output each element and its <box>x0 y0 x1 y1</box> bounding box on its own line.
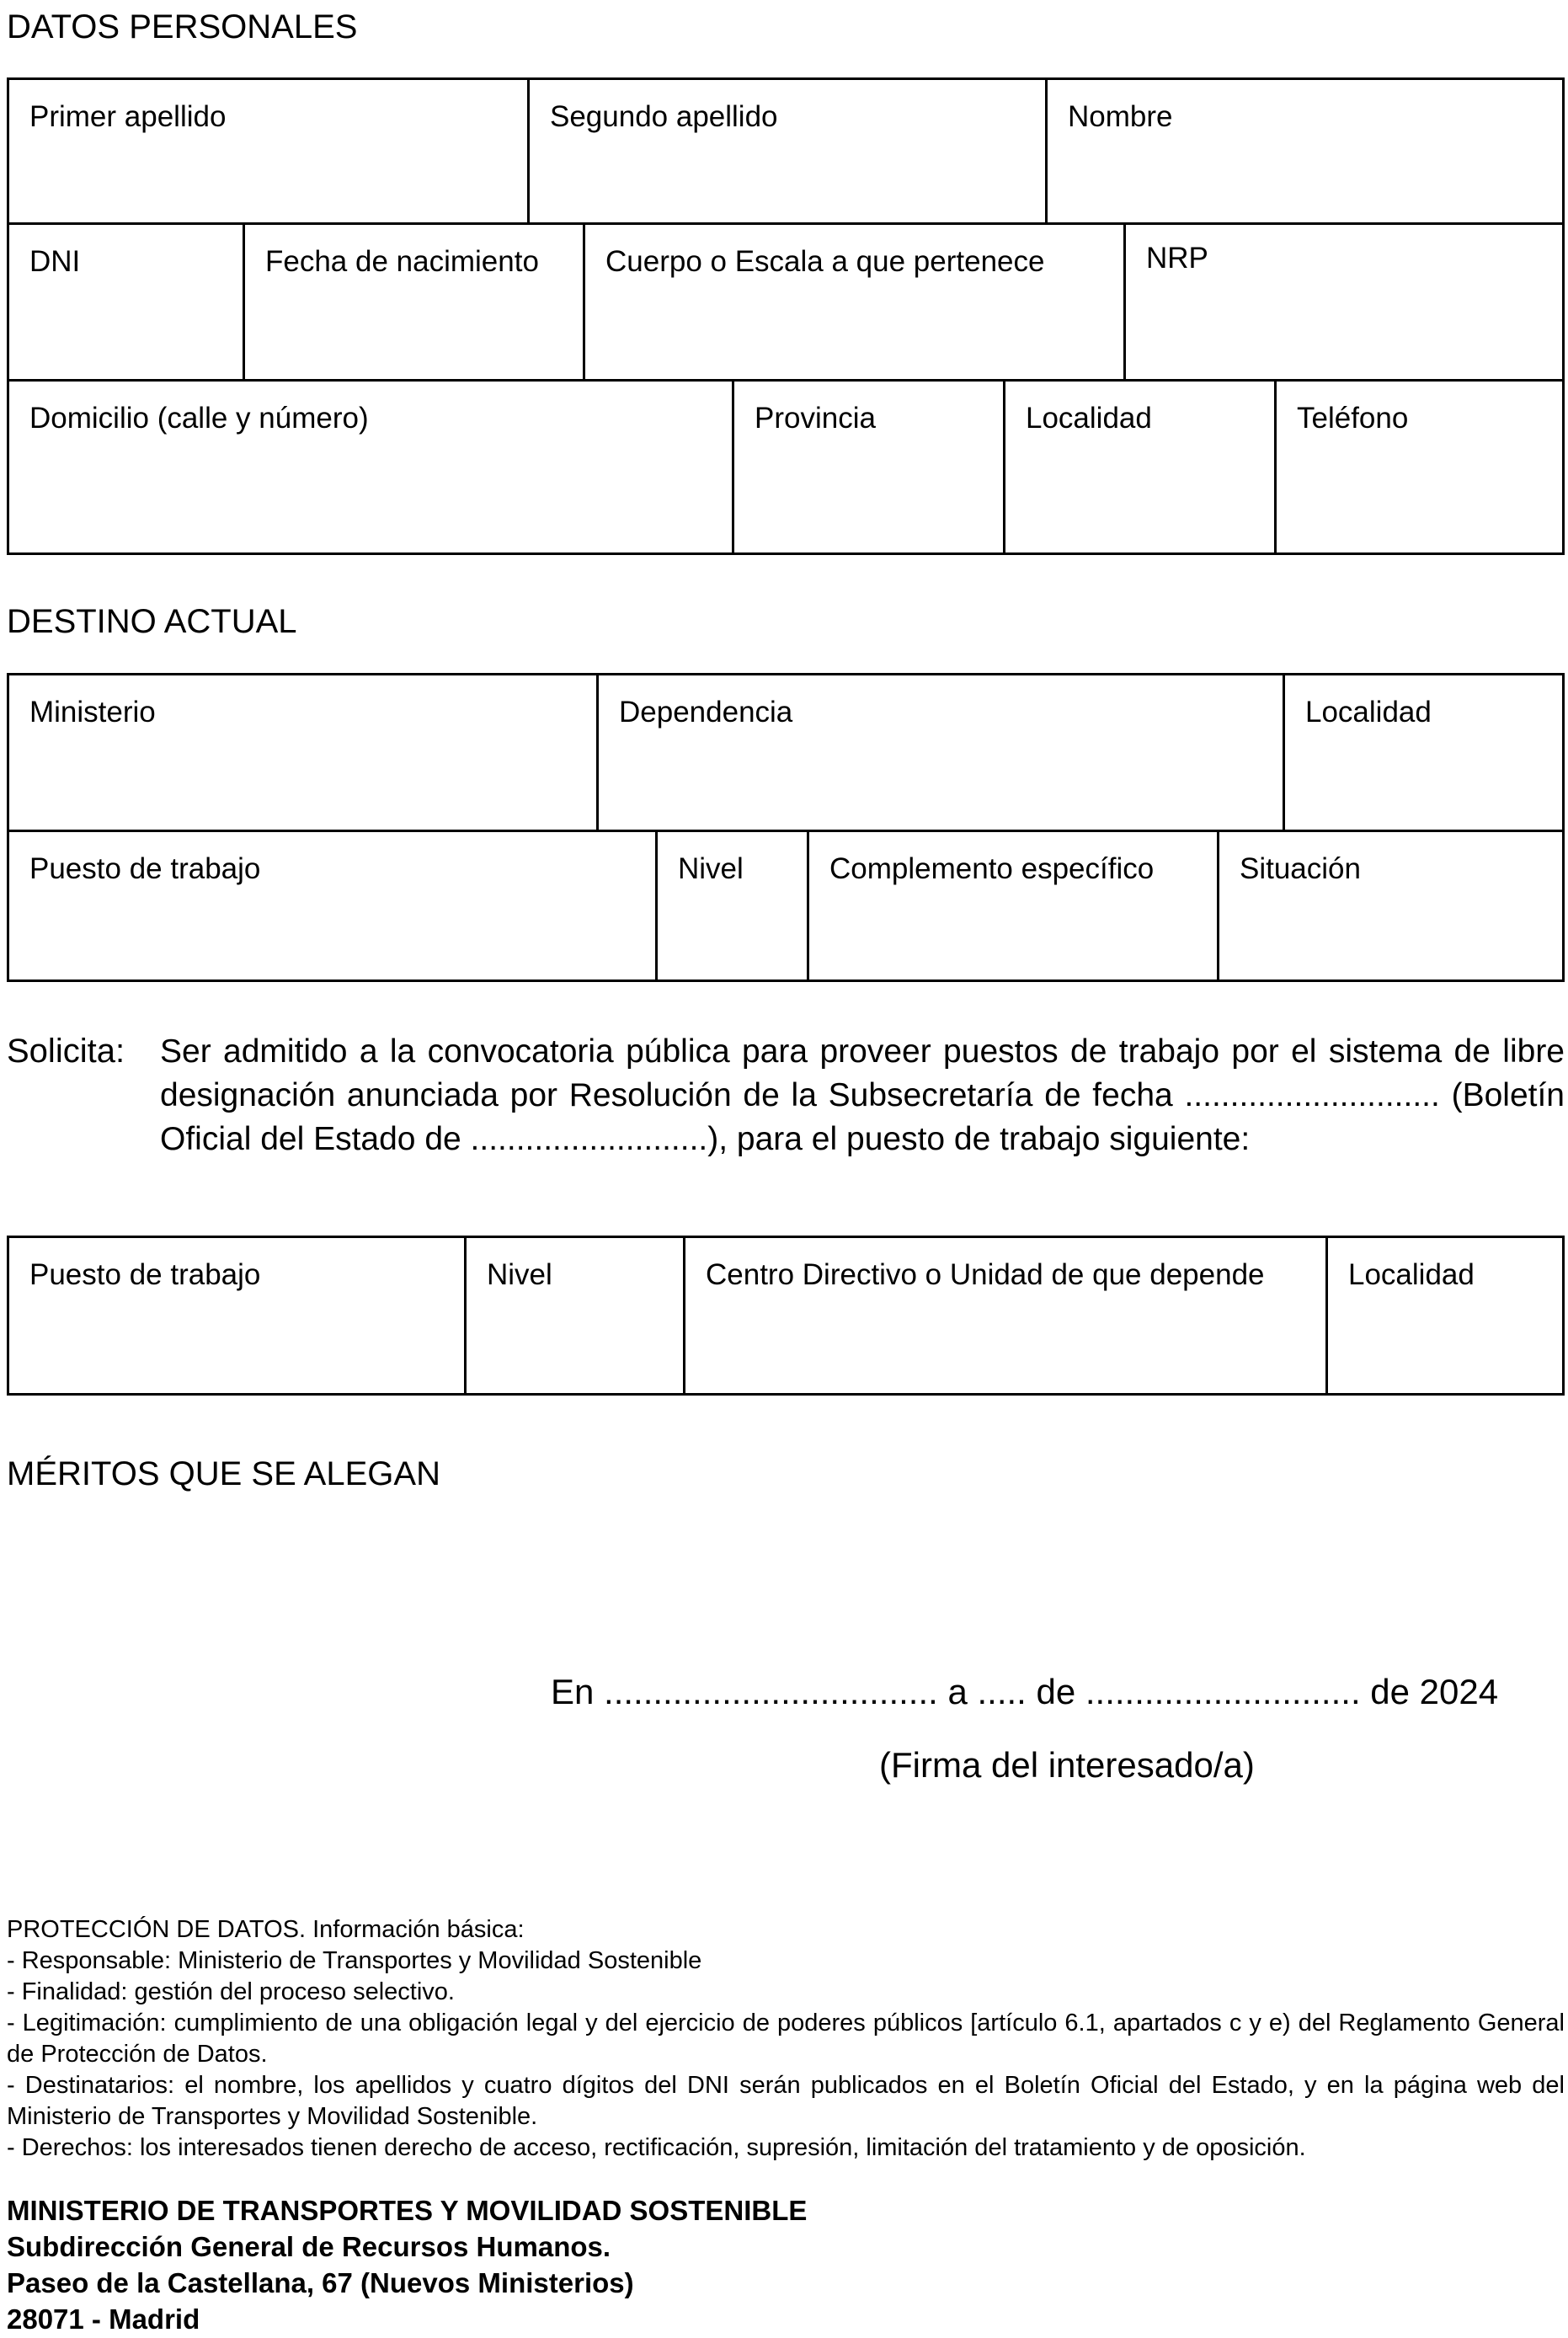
field-centro-directivo[interactable] <box>683 1236 1328 1396</box>
street-address: Paseo de la Castellana, 67 (Nuevos Ministerios) <box>7 2267 634 2298</box>
field-segundo-apellido[interactable] <box>527 77 1048 225</box>
data-protection-notice <box>7 1914 1565 2164</box>
subdirectorate-name: Subdirección General de Recursos Humanos. <box>7 2231 611 2262</box>
privacy-finalidad: - Finalidad: gestión del proceso selectivo. <box>7 1978 455 2005</box>
field-label: Teléfono <box>1297 402 1409 435</box>
field-label: Centro Directivo o Unidad de que depende <box>706 1258 1265 1291</box>
field-label: Puesto de trabajo <box>29 852 261 885</box>
field-cuerpo-escala[interactable] <box>583 222 1126 382</box>
field-label: Segundo apellido <box>550 100 778 133</box>
section-heading-datos-personales: DATOS PERSONALES <box>7 8 358 45</box>
field-ministerio[interactable] <box>7 673 599 832</box>
field-dependencia[interactable] <box>596 673 1285 832</box>
signature-caption: (Firma del interesado/a) <box>879 1745 1255 1785</box>
privacy-derechos: - Derechos: los interesados tienen derecho de acceso, rectificación, supresión, limitación del tratamiento y de oposición. <box>7 2134 1306 2161</box>
field-localidad-destino[interactable] <box>1283 673 1565 832</box>
field-complemento-especifico[interactable] <box>807 830 1219 982</box>
section-heading-meritos: MÉRITOS QUE SE ALEGAN <box>7 1455 440 1492</box>
field-telefono[interactable] <box>1274 379 1565 555</box>
field-label: Nivel <box>487 1258 552 1291</box>
field-domicilio[interactable] <box>7 379 734 555</box>
section-heading-destino-actual: DESTINO ACTUAL <box>7 603 297 640</box>
field-label: Localidad <box>1026 402 1152 435</box>
field-primer-apellido[interactable] <box>7 77 530 225</box>
field-label: Cuerpo o Escala a que pertenece <box>605 245 1045 278</box>
postal-city: 28071 - Madrid <box>7 2303 200 2335</box>
field-fecha-nacimiento[interactable] <box>243 222 585 382</box>
field-situacion[interactable] <box>1217 830 1565 982</box>
solicita-label: Solicita: <box>7 1033 125 1070</box>
field-label: Nivel <box>678 852 744 885</box>
field-label: Domicilio (calle y número) <box>29 402 369 435</box>
field-label: Nombre <box>1068 100 1173 133</box>
field-label: Localidad <box>1348 1258 1475 1291</box>
field-nrp[interactable] <box>1123 222 1565 382</box>
field-label: Ministerio <box>29 696 156 729</box>
field-label: Situación <box>1240 852 1361 885</box>
privacy-title: PROTECCIÓN DE DATOS. Información básica: <box>7 1916 525 1943</box>
field-label: DNI <box>29 245 81 278</box>
place-date-line: En .................................. a ..... de ............................ de 2024 <box>551 1672 1499 1711</box>
field-label: Localidad <box>1305 696 1432 729</box>
field-provincia[interactable] <box>732 379 1005 555</box>
field-nivel-solicitado[interactable] <box>464 1236 685 1396</box>
privacy-legitimacion: - Legitimación: cumplimiento de una obligación legal y del ejercicio de poderes públicos [artículo 6.1, apartados c y e) del Reglamento General de Protección de Datos. <box>7 2010 1565 2068</box>
field-nivel-actual[interactable] <box>655 830 809 982</box>
field-label: Primer apellido <box>29 100 227 133</box>
field-nombre[interactable] <box>1045 77 1565 225</box>
field-label: Fecha de nacimiento <box>265 245 539 278</box>
field-label: Provincia <box>755 402 876 435</box>
field-dni[interactable] <box>7 222 245 382</box>
field-localidad-solicitada[interactable] <box>1325 1236 1565 1396</box>
privacy-responsable: - Responsable: Ministerio de Transportes y Movilidad Sostenible <box>7 1947 702 1974</box>
privacy-destinatarios: - Destinatarios: el nombre, los apellidos y cuatro dígitos del DNI serán publicados en el Boletín Oficial del Estado, y en la página web del Ministerio de Transportes y Movilidad Sostenible. <box>7 2072 1565 2130</box>
solicita-text: Ser admitido a la convocatoria pública para proveer puestos de trabajo por el sistema de libre designación anunciada por Resolución de la Subsecretaría de fecha ............................ (Boletín Oficial del Estado de ..........................), para el puesto de trabajo siguiente: <box>160 1033 1565 1157</box>
field-puesto-trabajo-solicitado[interactable] <box>7 1236 467 1396</box>
field-label: Puesto de trabajo <box>29 1258 261 1291</box>
ministry-name: MINISTERIO DE TRANSPORTES Y MOVILIDAD SOSTENIBLE <box>7 2195 808 2226</box>
field-label: Complemento específico <box>829 852 1155 885</box>
field-label: NRP <box>1146 242 1208 275</box>
ministry-address-block <box>7 2192 807 2337</box>
field-localidad[interactable] <box>1003 379 1277 555</box>
field-puesto-trabajo-actual[interactable] <box>7 830 658 982</box>
field-label: Dependencia <box>619 696 793 729</box>
